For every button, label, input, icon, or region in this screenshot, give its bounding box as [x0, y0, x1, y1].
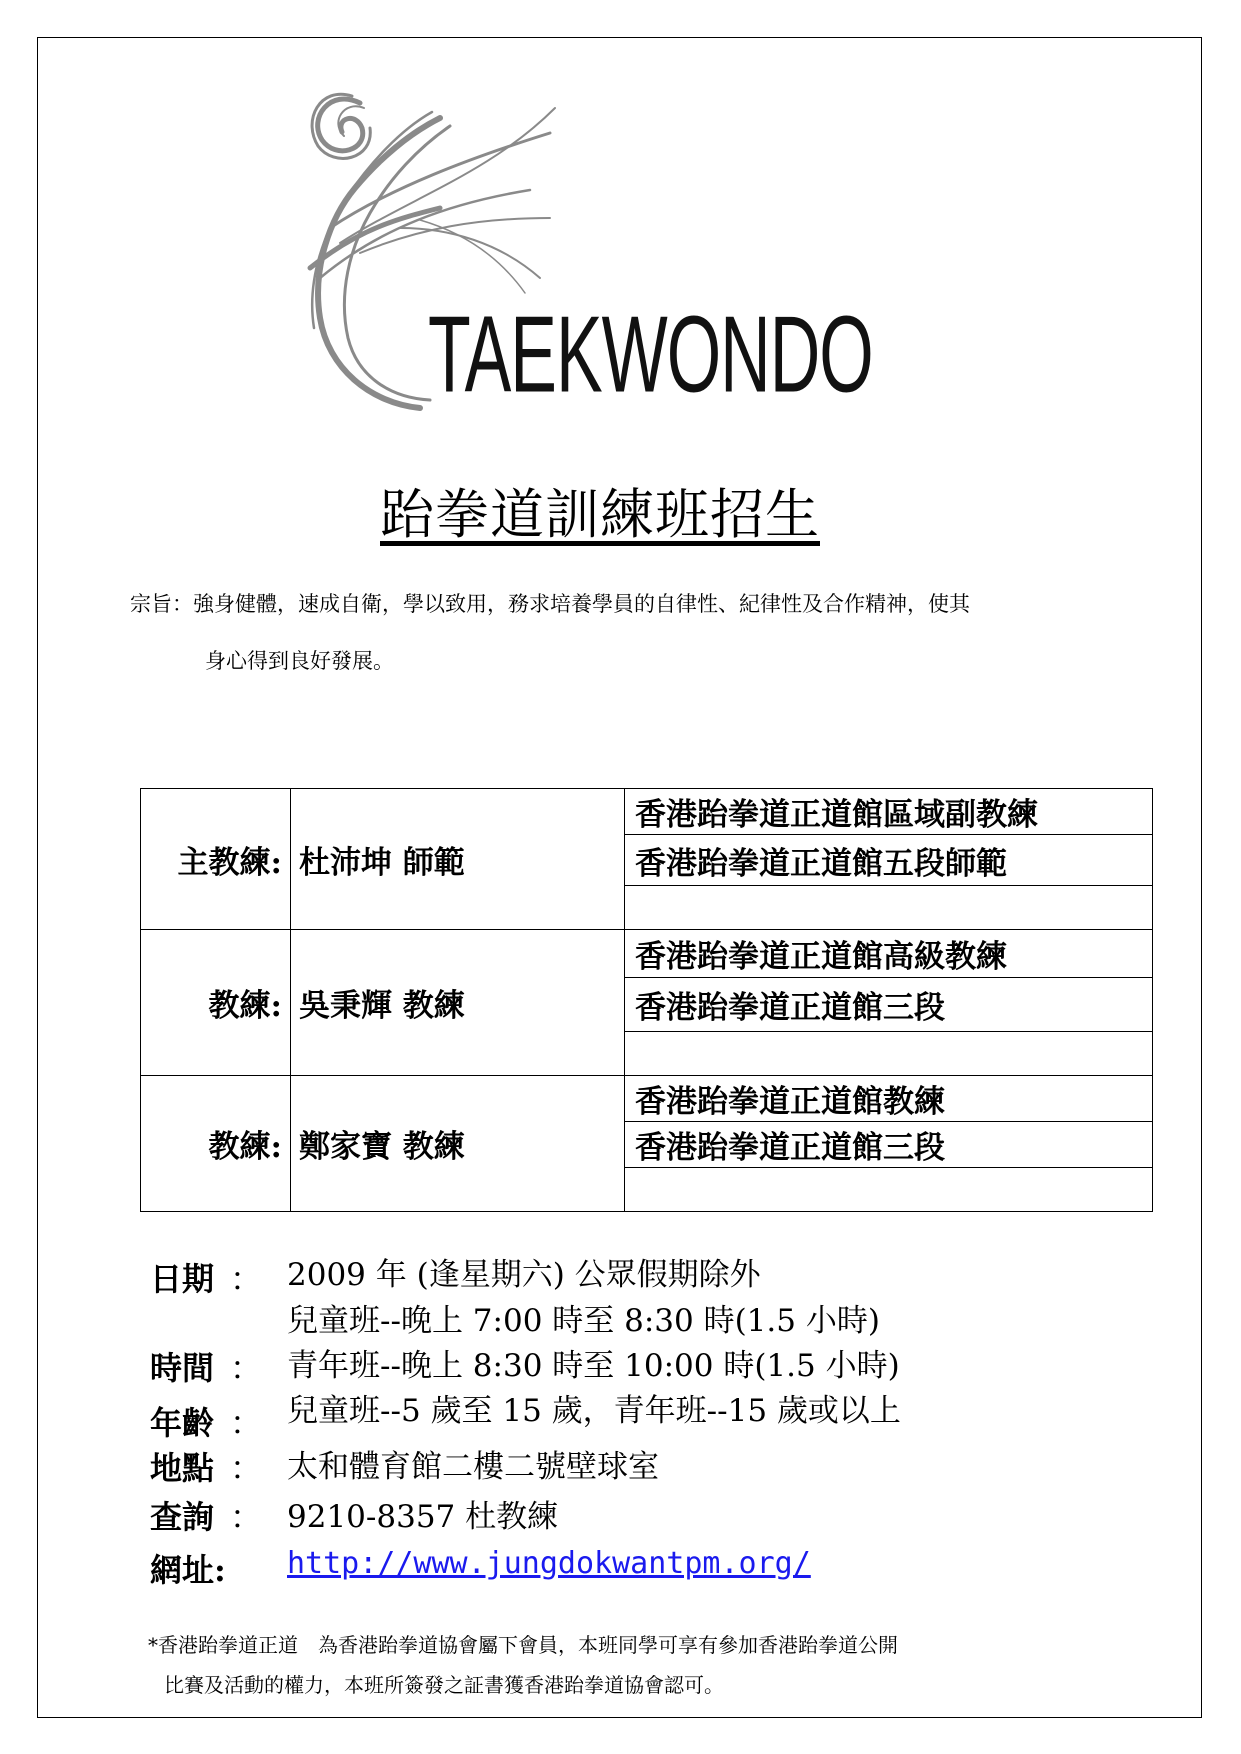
table-row — [141, 930, 1153, 978]
coach-name: 吳秉輝 教練 — [291, 930, 625, 1076]
date-value: 2009 年 (逢星期六) 公眾假期除外 — [287, 1257, 761, 1293]
date-colon: ： — [230, 1260, 263, 1298]
table-row — [141, 1076, 1153, 1122]
coach-role: 教練: — [141, 1076, 291, 1212]
logo-wordmark: TAEKWONDO — [428, 293, 873, 415]
coach-name: 鄭家寶 教練 — [291, 1076, 625, 1212]
time-youth: 青年班--晚上 8:30 時至 10:00 時(1.5 小時) — [287, 1348, 900, 1384]
coach-credential — [625, 1168, 1153, 1212]
coach-role: 主教練: — [141, 789, 291, 930]
website-label: 網址: — [150, 1551, 226, 1589]
coach-role: 教練: — [141, 930, 291, 1076]
coach-credential: 香港跆拳道正道館三段 — [625, 978, 1153, 1032]
purpose-line-2: 身心得到良好發展。 — [205, 649, 394, 673]
enquiry-value: 9210-8357 杜教練 — [287, 1499, 559, 1535]
coach-name: 杜沛坤 師範 — [291, 789, 625, 930]
venue-colon: ： — [230, 1449, 263, 1487]
coach-credential — [625, 886, 1153, 930]
purpose-line-1: 宗旨：強身健體，速成自衛，學以致用，務求培養學員的自律性、紀律性及合作精神，使其 — [130, 592, 970, 616]
coach-credential: 香港跆拳道正道館三段 — [625, 1122, 1153, 1168]
age-colon: ： — [230, 1404, 263, 1442]
age-value: 兒童班--5 歲至 15 歲，青年班--15 歲或以上 — [287, 1393, 901, 1429]
time-children: 兒童班--晚上 7:00 時至 8:30 時(1.5 小時) — [287, 1303, 880, 1339]
footnote-line-2: 比賽及活動的權力，本班所簽發之証書獲香港跆拳道協會認可。 — [164, 1673, 724, 1697]
table-row — [141, 789, 1153, 835]
venue-value: 太和體育館二樓二號壁球室 — [287, 1449, 659, 1485]
coach-credential — [625, 1032, 1153, 1076]
coach-credential: 香港跆拳道正道館區域副教練 — [625, 789, 1153, 835]
enquiry-colon: ： — [230, 1498, 263, 1536]
venue-label: 地點 — [150, 1449, 215, 1487]
website-value — [287, 1545, 811, 1581]
coach-credential: 香港跆拳道正道館教練 — [625, 1076, 1153, 1122]
time-label: 時間 — [150, 1349, 215, 1387]
website-link[interactable]: http://www.jungdokwantpm.org/ — [287, 1546, 811, 1581]
footnote-line-1: *香港跆拳道正道 為香港跆拳道協會屬下會員，本班同學可享有參加香港跆拳道公開 — [148, 1633, 898, 1657]
time-colon: ： — [230, 1349, 263, 1387]
page-title: 跆拳道訓練班招生 — [380, 483, 820, 546]
coach-credential: 香港跆拳道正道館高級教練 — [625, 930, 1153, 978]
coach-table — [140, 788, 1153, 1212]
enquiry-label: 查詢 — [150, 1498, 215, 1536]
age-label: 年齡 — [150, 1404, 215, 1442]
coach-credential: 香港跆拳道正道館五段師範 — [625, 835, 1153, 886]
date-label: 日期 — [150, 1260, 215, 1298]
